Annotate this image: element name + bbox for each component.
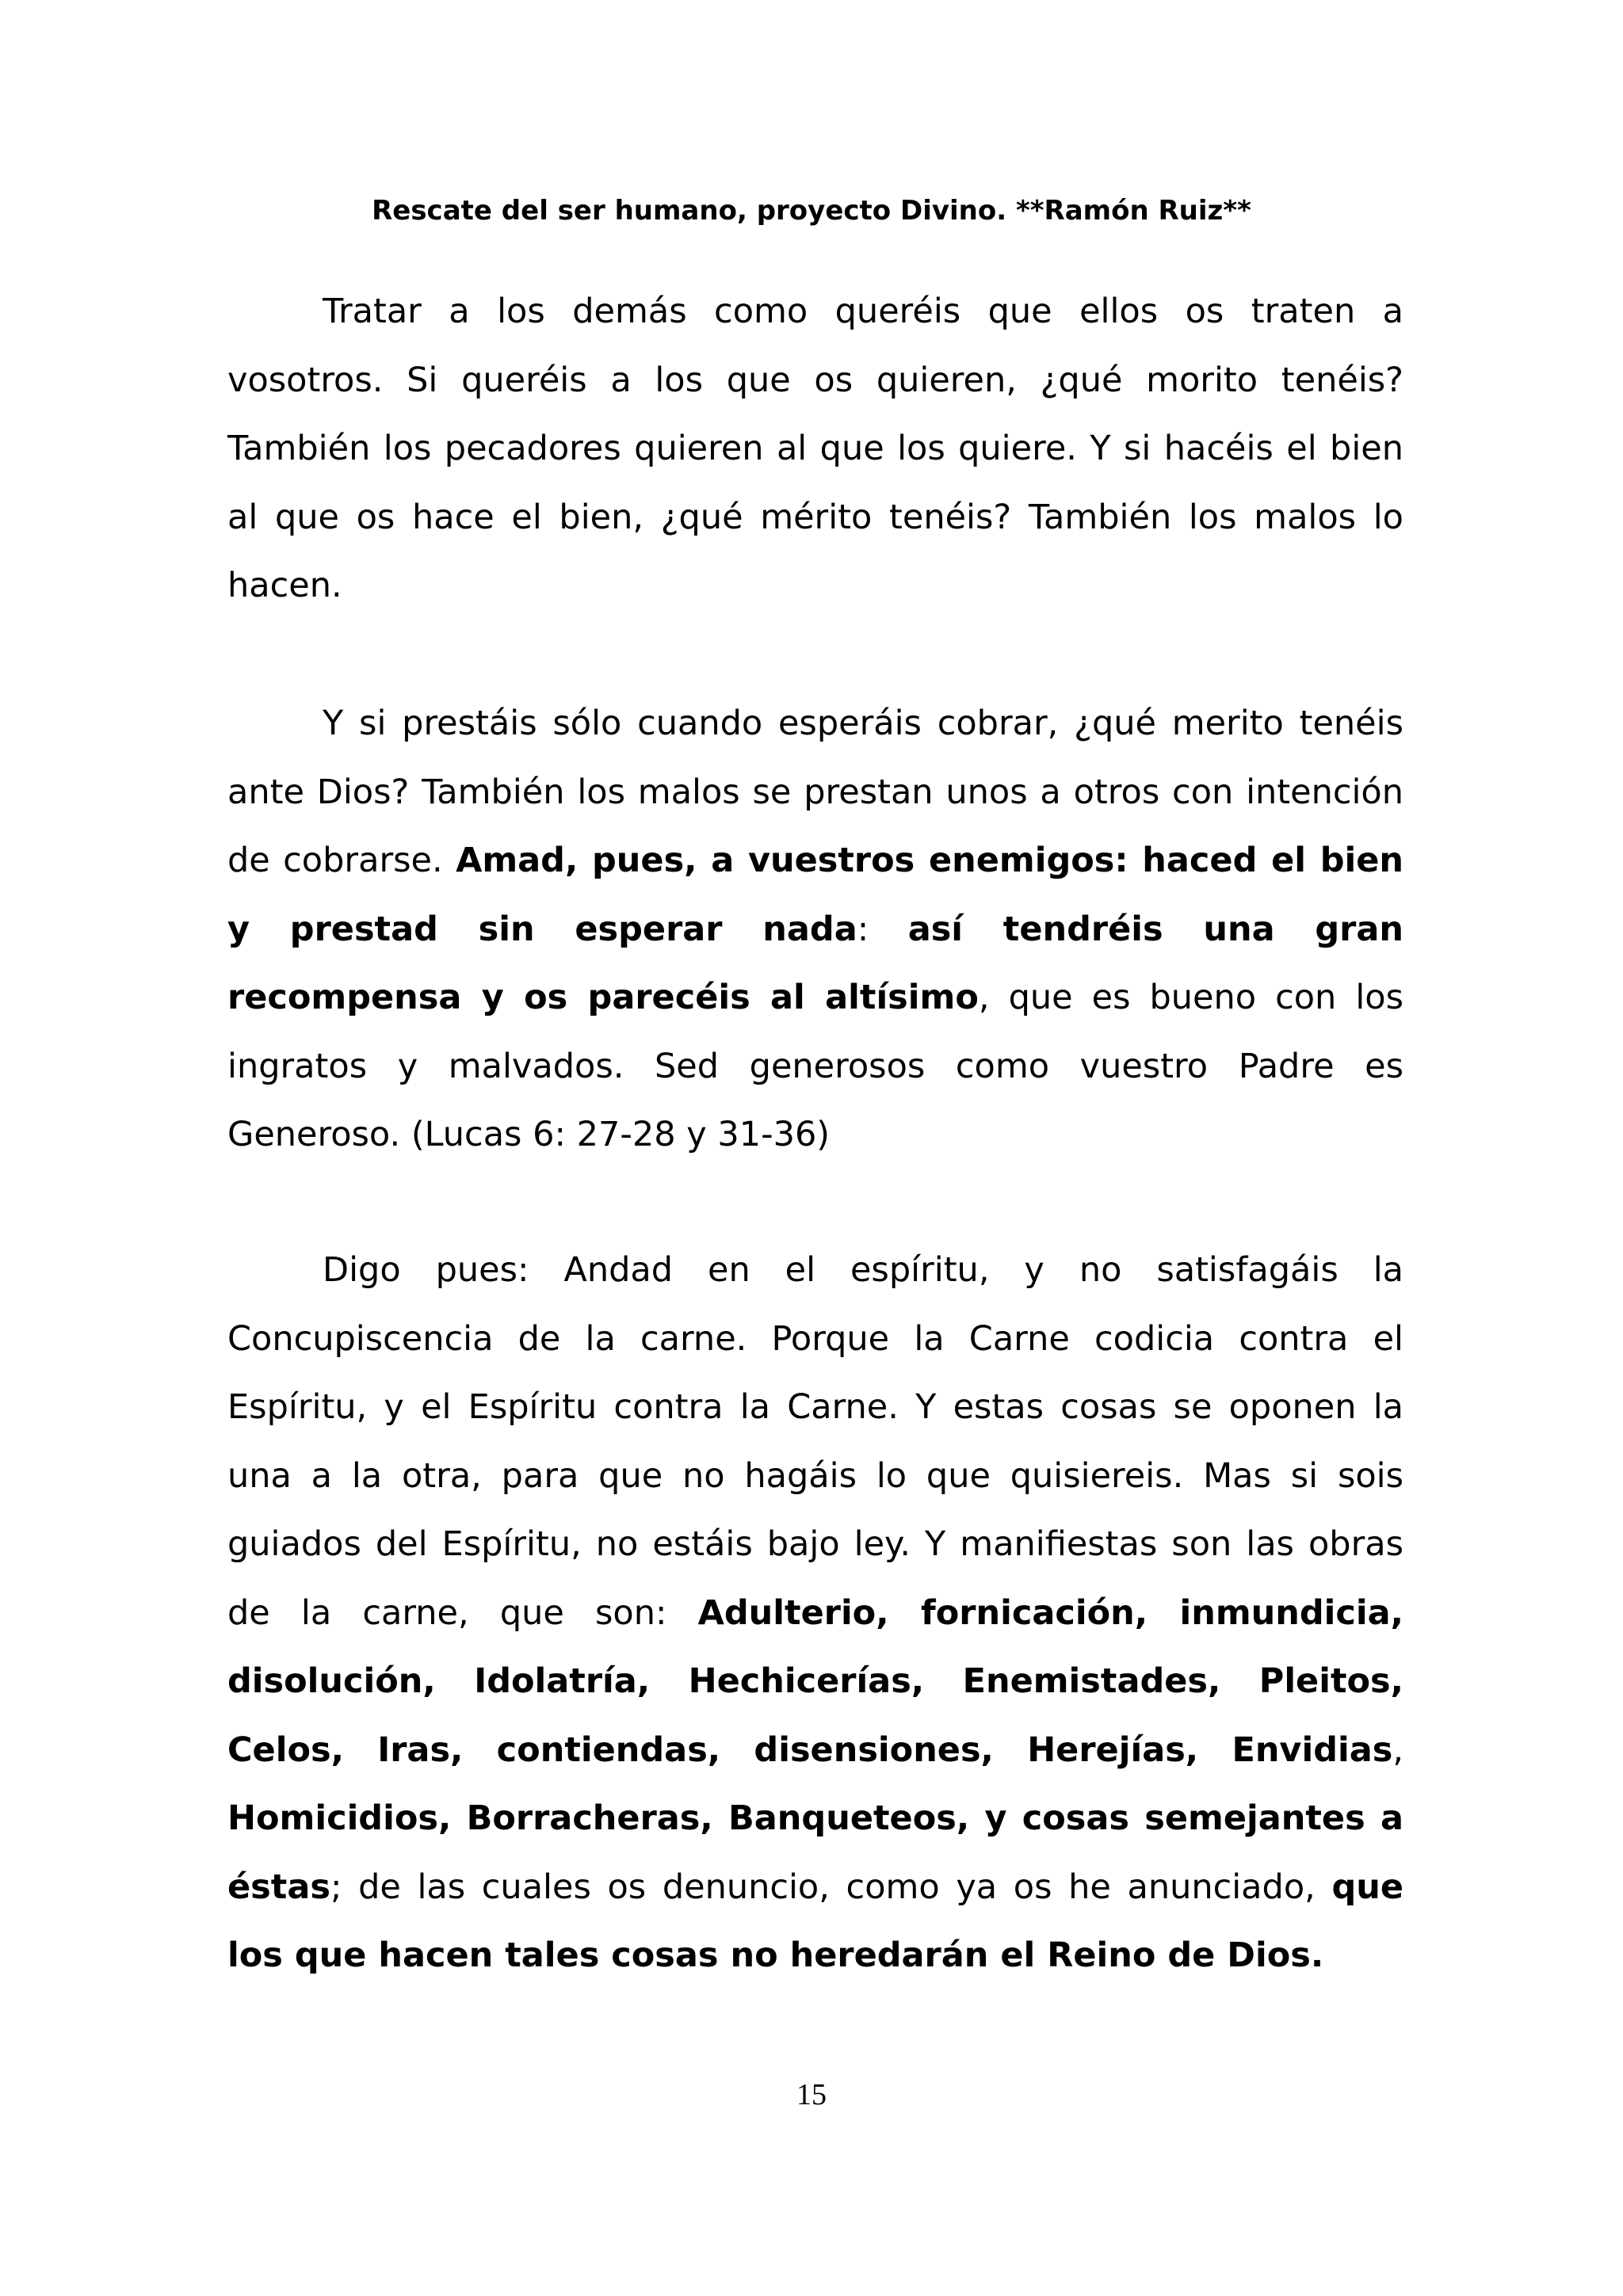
paragraph-text bbox=[227, 277, 1403, 620]
text-segment: , que es bueno con los ingratos y malvados. Sed generosos como vuestro Padre es Generoso. (Lucas 6: 27-28 y 31-36) bbox=[227, 978, 1404, 1154]
page-number: 15 bbox=[796, 2078, 827, 2111]
running-header: Rescate del ser humano, proyecto Divino. **Ramón Ruiz** bbox=[372, 195, 1251, 227]
text-segment: , bbox=[1392, 1730, 1403, 1770]
paragraph-text bbox=[227, 1236, 1403, 1990]
text-segment: Digo pues: Andad en el espíritu, y no satisfagáis la Concupiscencia de la carne. Porque la Carne codicia contra el Espíritu, y el Espíritu contra la Carne. Y estas cosas se oponen la una a la otra, para que no hagáis lo que quisiereis. Mas si sois guiados del Espíritu, no estáis bajo ley. Y manifiestas son las obras de la carne, que son: bbox=[227, 1250, 1403, 1633]
paragraph-3 bbox=[227, 1236, 1403, 1990]
paragraph-2 bbox=[227, 689, 1403, 1169]
bold-text-segment: Adulterio, fornicación, inmundicia, disolución, Idolatría, Hechicerías, Enemistades, Pleitos, Celos, Iras, contiendas, disensiones, Herejías, Envidias bbox=[227, 1592, 1403, 1770]
paragraph-1 bbox=[227, 277, 1403, 620]
bold-text-segment: Homicidios, Borracheras, Banqueteos, y cosas semejantes a éstas bbox=[227, 1798, 1403, 1907]
bold-text-segment: así tendréis una gran recompensa y os parecéis al altísimo bbox=[227, 909, 1404, 1017]
text-segment: : bbox=[857, 909, 908, 949]
text-segment: Y si prestáis sólo cuando esperáis cobrar, ¿qué merito tenéis ante Dios? También los malos se prestan unos a otros con intención de cobrarse. bbox=[227, 704, 1403, 880]
text-segment: ; de las cuales os denuncio, como ya os he anunciado, bbox=[330, 1867, 1332, 1907]
text-segment: Tratar a los demás como queréis que ellos os traten a vosotros. Si queréis a los que os quieren, ¿qué morito tenéis? También los pecadores quieren al que los quiere. Y si hacéis el bien al que os hace el bien, ¿qué mérito tenéis? También los malos lo hacen. bbox=[227, 292, 1403, 605]
paragraph-text bbox=[227, 689, 1403, 1169]
bold-text-segment: Amad, pues, a vuestros enemigos: haced el bien y prestad sin esperar nada bbox=[227, 841, 1403, 949]
bold-text-segment: que los que hacen tales cosas no heredarán el Reino de Dios. bbox=[227, 1867, 1403, 1975]
